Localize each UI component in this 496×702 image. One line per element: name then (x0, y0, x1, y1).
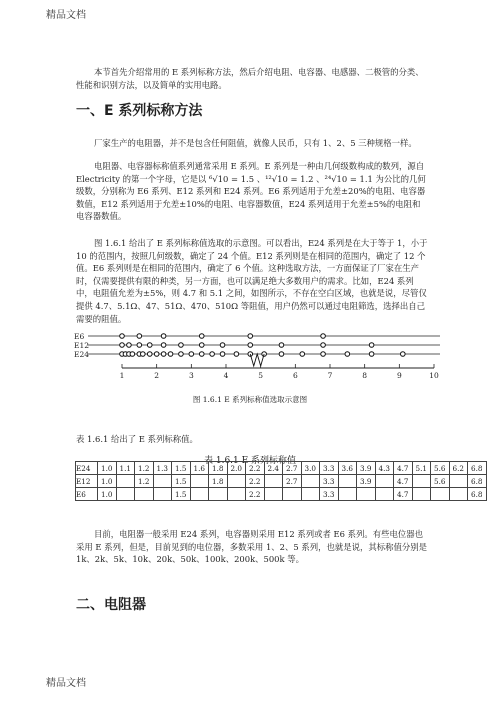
table-cell (116, 475, 135, 488)
section-1-title: 一、E 系列标称方法 (76, 103, 203, 119)
figure-caption: 图 1.6.1 E 系列标称值选取示意图 (192, 395, 308, 404)
table-cell (227, 488, 246, 501)
table-cell (116, 488, 135, 501)
section-2-title: 二、电阻器 (76, 597, 146, 613)
table-cell: 5.6 (431, 475, 450, 488)
figure-point-e12 (147, 343, 152, 348)
table-cell: 1.8 (209, 462, 228, 475)
table-cell: 1.6 (190, 462, 209, 475)
figure-point-e24 (210, 352, 215, 357)
table-row (76, 488, 487, 501)
table-cell: 3.0 (301, 462, 320, 475)
table-cell (357, 488, 376, 501)
paragraph-2: 电阻器、电容器标称值系列通常采用 E 系列。E 系列是一种由几何级数构成的数列，源自 Electricity 的第一个字母，它是以 ⁶√10 = 1.5 、¹²√10 = 1.2 、²⁴√10 = 1.1 为公比的几何级数，分别称为 E6 系列、E12 系列和 E24 系列。E6 系列适用于允差±20%的电阻、电容器数值，E12 系列适用于允差±10%的电阻、电容器数值，E24 系列适用于允差±5%的电阻和电容器数值。 (76, 161, 426, 222)
page-header: 精品文档 (46, 10, 86, 21)
table-cell: 5.1 (412, 462, 431, 475)
table-cell (375, 488, 394, 501)
figure-point-e24 (147, 352, 152, 357)
figure-row-label-e12: E12 (74, 341, 90, 350)
figure-axis-tick-label: 9 (396, 371, 402, 380)
table-cell (431, 488, 450, 501)
figure-axis-tick-label: 10 (429, 371, 439, 380)
figure-axis-tick-label: 6 (292, 371, 298, 380)
figure-point-e24 (161, 352, 166, 357)
figure-point-e12 (321, 343, 326, 348)
table-cell (153, 475, 172, 488)
figure-row-label-e6: E6 (74, 332, 85, 341)
table-cell (153, 488, 172, 501)
table-cell (338, 475, 357, 488)
table-cell: 4.7 (394, 462, 413, 475)
table-cell: 2.4 (264, 462, 283, 475)
figure-point-e12 (199, 343, 204, 348)
table-cell: 1.0 (98, 475, 117, 488)
table-cell (301, 488, 320, 501)
figure-point-e12 (248, 343, 253, 348)
table-cell: 6.8 (468, 462, 487, 475)
table-intro: 表 1.6.1 给出了 E 系列标称值。 (76, 434, 198, 444)
figure-point-e12 (369, 343, 374, 348)
table-cell (412, 475, 431, 488)
table-cell: 2.0 (227, 462, 246, 475)
table-cell: 6.2 (449, 462, 468, 475)
figure-point-e6 (248, 334, 253, 339)
table-cell: 5.6 (431, 462, 450, 475)
figure-point-e12 (137, 343, 142, 348)
figure-axis-tick-label: 5 (258, 371, 264, 380)
figure-point-e24 (321, 352, 326, 357)
table-cell: 6.8 (468, 475, 487, 488)
table-cell (449, 475, 468, 488)
table-cell: 1.2 (135, 475, 154, 488)
table-cell: 2.2 (246, 462, 265, 475)
figure-point-e6 (321, 334, 326, 339)
figure-point-e24 (369, 352, 374, 357)
figure-point-e6 (137, 334, 142, 339)
table-cell: 3.3 (320, 475, 339, 488)
figure-point-e24 (234, 352, 239, 357)
table-cell (338, 488, 357, 501)
figure-axis-tick-label: 3 (188, 371, 194, 380)
figure-axis-tick-label: 8 (362, 371, 368, 380)
figure-point-e24 (279, 352, 284, 357)
table-cell (283, 488, 302, 501)
table-cell: 6.8 (468, 488, 487, 501)
figure-point-e6 (199, 334, 204, 339)
table-row-header: E6 (76, 488, 98, 501)
figure-point-e24 (199, 352, 204, 357)
table-cell: 2.7 (283, 462, 302, 475)
table-cell: 2.2 (246, 475, 265, 488)
paragraph-3: 图 1.6.1 给出了 E 系列标称值选取的示意图。可以看出，E24 系列是在大于等于 1，小于 10 的范围内，按照几何级数，确定了 24 个值。E12 系列则是在相同的范围内，确定了 12 个值。E6 系列则是在相同的范围内，确定了 6 个值。这种选取方法，一方面保证了厂家在生产时，仅需要提供有限的种类，另一方面，也可以满足绝大多数用户的需求。比如，E24 系列中，电阻值允差为±5%，则 4.7 和 5.1 之间，如图所示，不存在空白区域，也就是说，尽管仅提供 4.7、5.1Ω、47、51Ω、470、510Ω 等阻值，用户仍然可以通过电阻筛选，选择出自己需要的阻值。 (76, 238, 428, 324)
table-cell (227, 475, 246, 488)
intro-paragraph: 本节首先介绍常用的 E 系列标称方法，然后介绍电阻、电容器、电感器、二极管的分类、性能和识别方法，以及简单的实用电路。 (76, 67, 424, 90)
table-cell (209, 488, 228, 501)
figure-point-e24 (154, 352, 159, 357)
table-cell: 3.3 (320, 462, 339, 475)
table-cell (412, 488, 431, 501)
figure-axis-tick-label: 4 (223, 371, 229, 380)
table-cell: 1.0 (98, 488, 117, 501)
table-cell: 3.9 (357, 462, 376, 475)
table-cell: 1.8 (209, 475, 228, 488)
figure-axis-tick-label: 2 (154, 371, 160, 380)
figure-point-e12 (120, 343, 125, 348)
table-cell: 3.6 (338, 462, 357, 475)
table-cell (135, 488, 154, 501)
table-cell: 1.5 (172, 462, 191, 475)
paragraph-1: 厂家生产的电阻器，并不是包含任何阻值，就像人民币，只有 1、2、5 三种规格一样。 (94, 138, 417, 148)
table-cell (375, 475, 394, 488)
table-cell: 4.7 (394, 488, 413, 501)
figure-point-e12 (279, 343, 284, 348)
table-cell: 4.7 (394, 475, 413, 488)
table-row (76, 462, 487, 475)
page-footer: 精品文档 (46, 678, 86, 689)
figure-point-e24 (300, 352, 305, 357)
table-cell: 3.9 (357, 475, 376, 488)
figure-row-label-e24: E24 (74, 350, 90, 359)
figure-point-e6 (120, 334, 125, 339)
figure-point-e24 (130, 352, 135, 357)
figure-point-e24 (189, 352, 194, 357)
figure-point-e24 (179, 352, 184, 357)
table-cell: 1.3 (153, 462, 172, 475)
figure-point-e12 (179, 343, 184, 348)
figure-point-e12 (127, 343, 132, 348)
table-cell (449, 488, 468, 501)
table-cell (301, 475, 320, 488)
table-cell (264, 475, 283, 488)
table-cell: 1.1 (116, 462, 135, 475)
table-cell: 4.3 (375, 462, 394, 475)
figure-point-e24 (401, 352, 406, 357)
figure-point-e24 (141, 352, 146, 357)
table-cell: 1.5 (172, 488, 191, 501)
figure-axis-tick-label: 1 (119, 371, 125, 380)
table-cell (264, 488, 283, 501)
table-row-header: E12 (76, 475, 98, 488)
paragraph-after-table: 目前，电阻器一般采用 E24 系列，电容器则采用 E12 系列或者 E6 系列。有些电位器也采用 E 系列，但是，目前见到的电位器，多数采用 1、2、5 系列，也就是说，其标称值分别是 1k、2k、5k、10k、20k、50k、100k、200k、500k 等。 (76, 529, 427, 565)
table-cell: 3.3 (320, 488, 339, 501)
table-cell: 1.2 (135, 462, 154, 475)
figure-axis-tick-label: 7 (327, 371, 333, 380)
figure-point-e24 (220, 352, 225, 357)
figure-point-e12 (220, 343, 225, 348)
table-cell: 1.5 (172, 475, 191, 488)
e-series-table (75, 461, 487, 501)
table-row-header: E24 (76, 462, 98, 475)
table-cell (190, 488, 209, 501)
table-title: 表 1.6.1 E 系列标称值 (204, 456, 297, 466)
figure-point-e6 (161, 334, 166, 339)
table-row (76, 475, 487, 488)
figure-point-e24 (345, 352, 350, 357)
figure-point-e12 (161, 343, 166, 348)
table-cell: 1.0 (98, 462, 117, 475)
table-cell: 2.2 (246, 488, 265, 501)
table-cell: 2.7 (283, 475, 302, 488)
e-series-figure (70, 328, 450, 394)
table-cell (190, 475, 209, 488)
figure-point-e24 (168, 352, 173, 357)
